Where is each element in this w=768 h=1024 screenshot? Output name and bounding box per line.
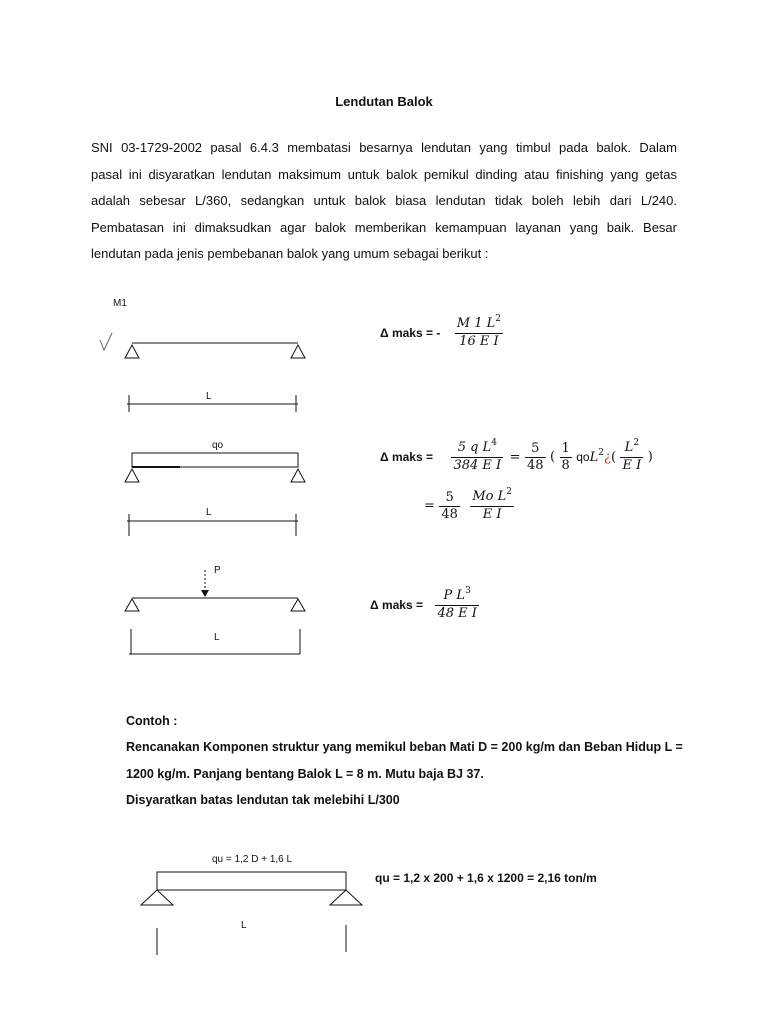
distributed-load-block — [132, 453, 298, 467]
paren-open: ( — [610, 449, 617, 465]
support-left — [125, 345, 139, 358]
arrow-head-icon — [201, 590, 209, 597]
example-line: Rencanakan Komponen struktur yang memikul beban Mati D = 200 kg/m dan Beban Hidup L = — [126, 740, 683, 754]
span-label: L — [214, 632, 220, 643]
load-label: qu = 1,2 D + 1,6 L — [212, 854, 293, 865]
fraction — [560, 441, 572, 474]
paragraph-line: Pembatasan ini dimaksudkan agar balok memberikan kemampuan layanan yang baik. Besar — [91, 219, 677, 235]
formula-uniform-load-line2 — [424, 489, 514, 523]
numerator: M 1 L — [456, 316, 496, 331]
moment-label: M1 — [113, 298, 127, 309]
example-line: Disyaratkan batas lendutan tak melebihi L/300 — [126, 793, 400, 807]
fraction — [525, 441, 546, 474]
load-label: P — [214, 565, 221, 576]
fraction — [470, 489, 514, 523]
paren-close: ) — [647, 449, 653, 465]
qo-term — [576, 447, 617, 465]
numerator: 1 — [561, 440, 570, 456]
denominator: 8 — [561, 457, 570, 473]
denominator: 16 E I — [459, 334, 499, 349]
exponent: 2 — [633, 438, 640, 448]
beam-diagram-example — [141, 872, 362, 955]
denominator: E I — [622, 458, 642, 473]
qo-L: L — [589, 449, 599, 465]
support-left — [125, 599, 139, 611]
formula-moment — [380, 316, 503, 350]
glyph: ¿ — [603, 449, 611, 465]
exponent: 3 — [465, 586, 471, 596]
support-left — [125, 469, 139, 482]
example-line: 1200 kg/m. Panjang bentang Balok L = 8 m. Mutu baja BJ 37. — [126, 767, 484, 781]
formula-point-load — [370, 588, 479, 622]
span-label: L — [241, 920, 247, 931]
fraction — [451, 440, 503, 474]
exponent: 2 — [506, 487, 512, 497]
paragraph-line: pasal ini disyaratkan lendutan maksimum untuk balok pemikul dinding atau finishing yang getas — [91, 166, 677, 182]
beam-diagram-uniform-load — [125, 453, 305, 536]
fraction — [455, 316, 503, 350]
equals-sign: = — [509, 449, 521, 465]
denominator: 48 — [441, 506, 458, 522]
exponent: 2 — [598, 447, 604, 458]
span-label: L — [206, 507, 212, 518]
fraction — [439, 490, 460, 523]
support-right — [330, 890, 362, 905]
paragraph-line: SNI 03-1729-2002 pasal 6.4.3 membatasi besarnya lendutan yang timbul pada balok. Dalam — [91, 140, 677, 155]
example-heading: Contoh : — [126, 714, 178, 728]
formula-uniform-load — [380, 440, 653, 474]
fraction — [435, 588, 478, 622]
denominator: 384 E I — [453, 458, 502, 473]
denominator: 48 — [526, 457, 544, 473]
paragraph-line: lendutan pada jenis pembebanan balok yang umum sebagai berikut : — [91, 246, 489, 261]
support-right — [291, 469, 305, 482]
numerator: L — [624, 440, 634, 455]
span-label: L — [206, 391, 212, 402]
page-title: Lendutan Balok — [335, 94, 433, 109]
support-left — [141, 890, 173, 905]
qo-text: qo — [576, 449, 590, 464]
numerator: P L — [443, 588, 466, 603]
exponent: 4 — [491, 438, 497, 448]
denominator: 48 E I — [437, 606, 477, 621]
support-right — [291, 345, 305, 358]
checkmark-icon — [100, 333, 112, 350]
exponent: 2 — [495, 314, 501, 324]
delta-label: Δ maks = — [380, 450, 433, 464]
fraction — [620, 440, 643, 474]
beam-diagram-moment — [100, 333, 305, 412]
delta-label: Δ maks = — [370, 598, 423, 612]
paren-open: ( — [549, 449, 556, 465]
paragraph-line: adalah sebesar L/360, sedangkan untuk balok biasa lendutan tidak boleh lebih dari L/240. — [91, 193, 677, 208]
support-right — [291, 599, 305, 611]
equals-sign: = — [424, 498, 435, 514]
delta-label: Δ maks = - — [380, 326, 441, 340]
numerator: Mo L — [472, 489, 507, 504]
load-label: qo — [212, 440, 224, 451]
numerator: 5 q L — [457, 440, 492, 455]
numerator: 5 — [439, 490, 460, 507]
result-text: qu = 1,2 x 200 + 1,6 x 1200 = 2,16 ton/m — [375, 871, 597, 885]
distributed-load-block — [157, 872, 346, 890]
numerator: 5 — [525, 441, 546, 458]
denominator: E I — [482, 507, 502, 522]
